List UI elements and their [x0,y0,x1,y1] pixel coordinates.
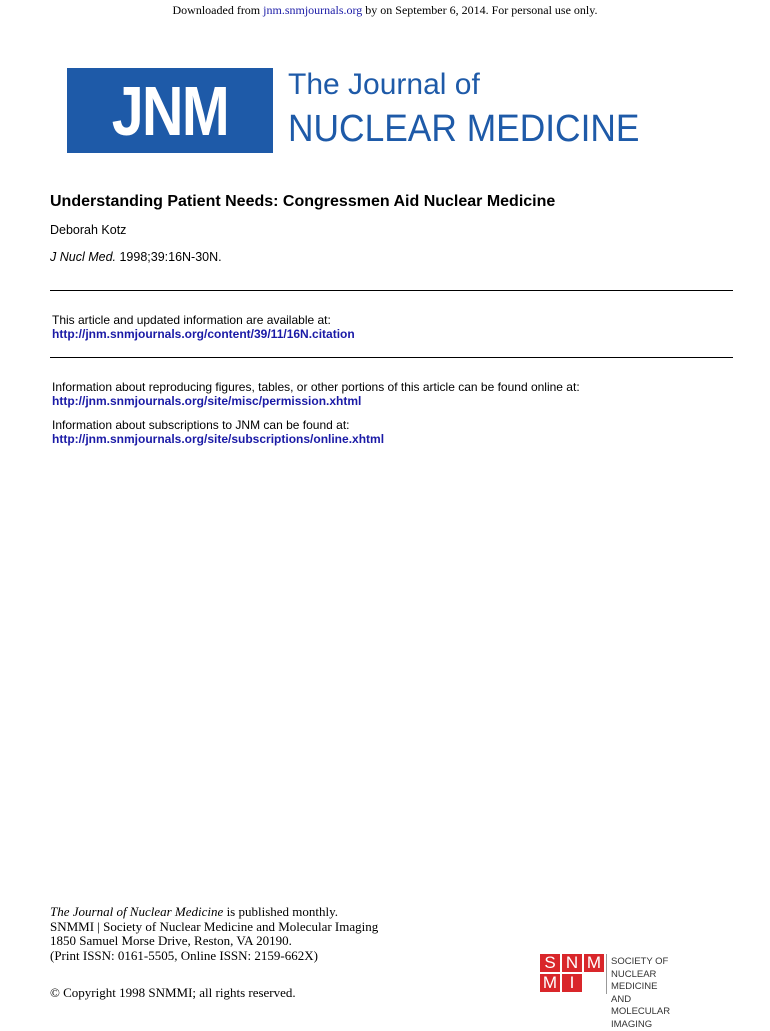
publisher-line2: SNMMI | Society of Nuclear Medicine and Molecular Imaging [50,920,378,935]
subscription-info-link[interactable]: http://jnm.snmjournals.org/site/subscriptions/online.xhtml [52,432,384,446]
journal-name-line2-text: NUCLEAR MEDICINE [288,108,639,151]
article-title: Understanding Patient Needs: Congressmen Aid Nuclear Medicine [50,193,555,211]
snmmi-logo-line2: NUCLEAR MEDICINE [611,969,670,994]
snmmi-logo-separator [606,954,607,994]
snmmi-logo-letter: M [540,974,560,992]
citation-details: 1998;39:16N-30N. [116,250,222,264]
article-author: Deborah Kotz [50,223,126,237]
divider [50,290,733,291]
snmmi-logo-letter: S [540,954,560,972]
jnm-logo-text: JNM [112,71,228,151]
download-notice [0,3,770,18]
permission-info-link[interactable]: http://jnm.snmjournals.org/site/misc/permission.xhtml [52,394,361,408]
journal-name-line1: The Journal of [288,68,480,102]
copyright-notice: © Copyright 1998 SNMMI; all rights reserved. [50,985,296,1001]
download-source-link[interactable]: jnm.snmjournals.org [263,3,362,17]
snmmi-logo-letter: N [562,954,582,972]
snmmi-logo-text [611,956,670,1031]
publisher-address: 1850 Samuel Morse Drive, Reston, VA 20190. [50,934,378,949]
publisher-issn: (Print ISSN: 0161-5505, Online ISSN: 2159-662X) [50,949,378,964]
updated-info-link[interactable]: http://jnm.snmjournals.org/content/39/11/16N.citation [52,327,355,341]
citation-journal: J Nucl Med. [50,250,116,264]
publisher-frequency: is published monthly. [223,904,338,919]
subscription-info-text: Information about subscriptions to JNM can be found at: [52,418,350,432]
snmmi-logo-line1: SOCIETY OF [611,956,670,969]
permission-info-text: Information about reproducing figures, tables, or other portions of this article can be found online at: [52,380,580,394]
jnm-logo [67,68,273,153]
journal-name-line2 [288,108,666,151]
updated-info-text: This article and updated information are available at: [52,313,331,327]
divider [50,357,733,358]
publisher-line1 [50,905,378,920]
download-suffix: by on September 6, 2014. For personal use only. [362,3,597,17]
article-citation [50,250,222,264]
snmmi-logo-line3: AND MOLECULAR IMAGING [611,994,670,1031]
publisher-journal-name: The Journal of Nuclear Medicine [50,904,223,919]
snmmi-logo-letter: M [584,954,604,972]
publisher-info [50,905,378,963]
download-prefix: Downloaded from [173,3,264,17]
snmmi-logo-letter: I [562,974,582,992]
